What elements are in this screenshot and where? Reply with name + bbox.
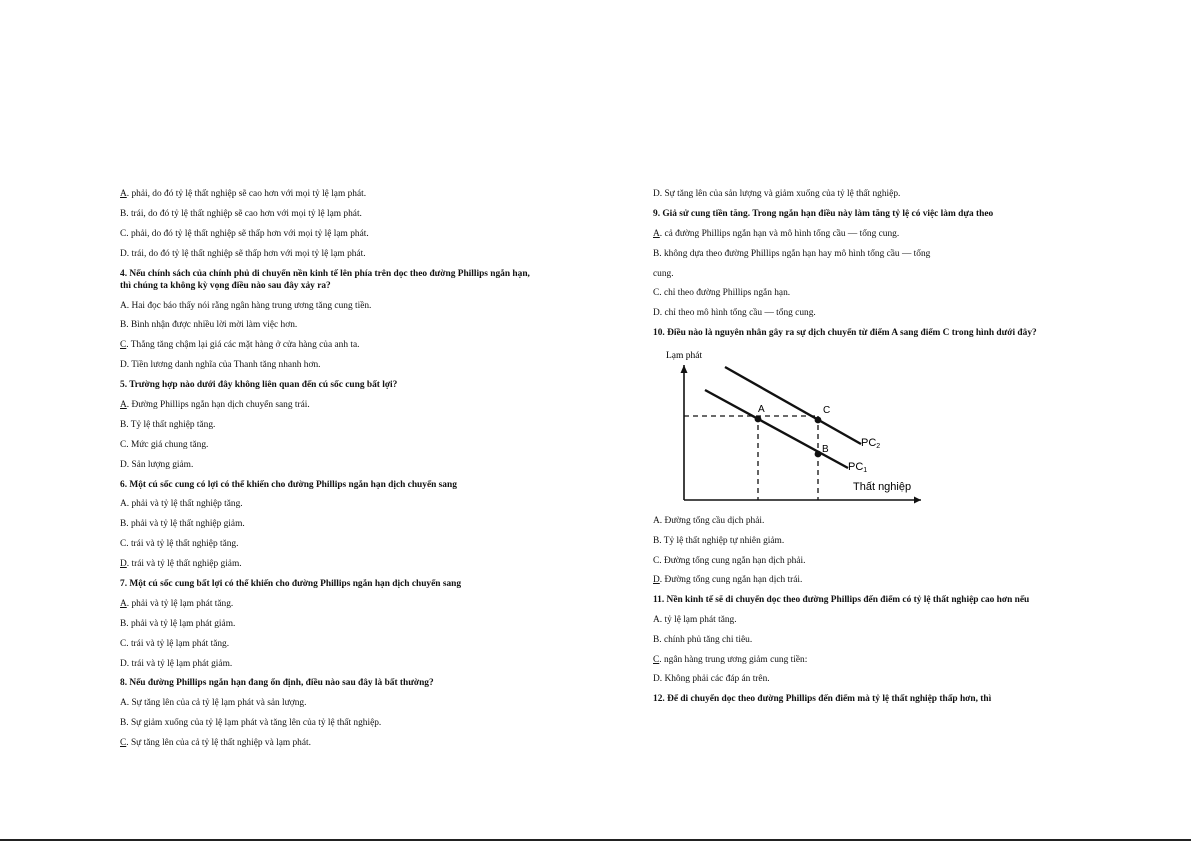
x-axis-arrow bbox=[914, 496, 921, 503]
answer-option: B. Tỷ lệ thất nghiệp tự nhiên giảm. bbox=[653, 535, 785, 546]
question-text: 6. Một cú sốc cung có lợi có thể khiến cho đường Phillips ngắn hạn dịch chuyển sang bbox=[120, 479, 457, 490]
answer-option-marked bbox=[120, 336, 540, 356]
answer-option: B. phải và tỷ lệ lạm phát giảm. bbox=[120, 618, 236, 629]
answer-letter: C bbox=[120, 340, 127, 351]
answer-letter: C bbox=[120, 738, 127, 749]
answer-letter: A bbox=[120, 189, 127, 199]
answer-option: A. tỷ lệ lạm phát tăng. bbox=[653, 614, 737, 625]
answer-option: D. trái, do đó tỷ lệ thất nghiệp sẽ thấp hơn với mọi tỷ lệ lạm phát. bbox=[120, 248, 366, 259]
answer-option: A. Đường tổng cầu dịch phải. bbox=[653, 515, 765, 526]
answer-text: . phải, do đó tỷ lệ thất nghiệp sẽ cao hơn với mọi tỷ lệ lạm phát. bbox=[126, 189, 367, 199]
answer-text: . cả đường Phillips ngắn hạn và mô hình tổng cầu — tổng cung. bbox=[659, 228, 900, 239]
answer-option: B. phải và tỷ lệ thất nghiệp giảm. bbox=[120, 519, 245, 530]
question-text: 12. Để di chuyển dọc theo đường Phillips đến điểm mà tỷ lệ thất nghiệp thấp hơn, thì bbox=[653, 694, 992, 705]
answer-text: . Thắng tăng chậm lại giá các mặt hàng ở cửa hàng của anh ta. bbox=[126, 340, 360, 351]
answer-option: D. Sự tăng lên của sản lượng và giảm xuống của tỷ lệ thất nghiệp. bbox=[653, 189, 901, 199]
answer-option-marked bbox=[653, 651, 1073, 671]
answer-option: C. trái và tỷ lệ lạm phát tăng. bbox=[120, 638, 230, 649]
question-text: 10. Điều nào là nguyên nhân gây ra sự dịch chuyển từ điểm A sang điểm C trong hình dưới đây? bbox=[653, 328, 1037, 339]
y-axis-arrow bbox=[681, 365, 688, 373]
answer-letter: D bbox=[120, 559, 127, 570]
right-column-top bbox=[653, 185, 1073, 344]
answer-letter: D bbox=[653, 575, 660, 586]
right-column-bottom bbox=[653, 512, 1073, 711]
answer-text: . Đường tổng cung ngắn hạn dịch trái. bbox=[659, 575, 803, 586]
pc1-curve bbox=[705, 390, 848, 468]
phillips-curve-diagram bbox=[653, 350, 923, 510]
answer-option: B. chính phủ tăng chi tiêu. bbox=[653, 634, 753, 645]
answer-option-marked bbox=[120, 396, 540, 416]
point-b-label: B bbox=[822, 443, 829, 455]
phillips-curve-figure bbox=[653, 350, 923, 510]
x-axis-label: Thất nghiệp bbox=[853, 480, 912, 493]
answer-text: . Sự tăng lên của cả tỷ lệ thất nghiệp và lạm phát. bbox=[126, 738, 311, 749]
answer-option: cung. bbox=[653, 268, 674, 279]
answer-option-marked bbox=[120, 555, 540, 575]
answer-option-marked bbox=[120, 595, 540, 615]
question-text: 11. Nền kinh tế sẽ di chuyển dọc theo đường Phillips đến điểm có tỷ lệ thất nghiệp cao hơn nếu bbox=[653, 595, 1030, 606]
answer-option: D. Sản lượng giảm. bbox=[120, 459, 194, 470]
question-text: 7. Một cú sốc cung bất lợi có thể khiến cho đường Phillips ngắn hạn dịch chuyển sang bbox=[120, 579, 462, 590]
answer-option: A. Hai đọc báo thấy nói rằng ngân hàng trung ương tăng cung tiền. bbox=[120, 300, 372, 311]
answer-option: B. Bình nhận được nhiều lời mời làm việc hơn. bbox=[120, 320, 298, 331]
question-text: 4. Nếu chính sách của chính phủ di chuyển nền kinh tế lên phía trên dọc theo đường Phillips ngắn hạn, thì chúng ta không kỳ vọng điều nào sau đây xảy ra? bbox=[120, 268, 530, 292]
answer-option: C. trái và tỷ lệ thất nghiệp tăng. bbox=[120, 539, 239, 550]
answer-option: C. Đường tổng cung ngắn hạn dịch phải. bbox=[653, 555, 806, 566]
answer-option: C. phải, do đó tỷ lệ thất nghiệp sẽ thấp hơn với mọi tỷ lệ lạm phát. bbox=[120, 228, 369, 239]
pc2-label: PC2 bbox=[861, 436, 881, 450]
answer-text: . ngân hàng trung ương giảm cung tiền: bbox=[659, 654, 808, 665]
answer-text: . trái và tỷ lệ thất nghiệp giảm. bbox=[126, 559, 242, 570]
answer-option: B. không dựa theo đường Phillips ngắn hạn hay mô hình tổng cầu — tổng bbox=[653, 248, 931, 259]
answer-option: D. chỉ theo mô hình tổng cầu — tổng cung. bbox=[653, 308, 816, 319]
question-text: 9. Giả sử cung tiền tăng. Trong ngắn hạn điều này làm tăng tỷ lệ có việc làm dựa theo bbox=[653, 208, 994, 219]
answer-option-marked bbox=[120, 734, 540, 754]
answer-option: D. Không phải các đáp án trên. bbox=[653, 674, 770, 685]
answer-letter: A bbox=[120, 400, 127, 411]
answer-option: D. Tiền lương danh nghĩa của Thanh tăng nhanh hơn. bbox=[120, 360, 321, 371]
question-text: 5. Trường hợp nào dưới đây không liên quan đến cú sốc cung bất lợi? bbox=[120, 380, 398, 391]
answer-option: B. Sự giảm xuống của tỷ lệ lạm phát và tăng lên của tỷ lệ thất nghiệp. bbox=[120, 718, 382, 729]
answer-option: A. Sự tăng lên của cả tỷ lệ lạm phát và sản lượng. bbox=[120, 698, 307, 709]
left-column bbox=[120, 185, 540, 754]
point-a-marker bbox=[755, 415, 762, 422]
answer-option: B. trái, do đó tỷ lệ thất nghiệp sẽ cao hơn với mọi tỷ lệ lạm phát. bbox=[120, 208, 362, 219]
answer-option: C. Mức giá chung tăng. bbox=[120, 439, 209, 450]
answer-option: A. phải và tỷ lệ thất nghiệp tăng. bbox=[120, 499, 243, 510]
pc2-curve bbox=[725, 367, 861, 444]
answer-option-marked bbox=[653, 571, 1073, 591]
question-text: 8. Nếu đường Phillips ngắn hạn đang ổn định, điều nào sau đây là bất thường? bbox=[120, 678, 434, 689]
answer-option-marked bbox=[120, 185, 540, 205]
answer-letter: A bbox=[120, 598, 127, 609]
pc1-label: PC1 bbox=[848, 460, 868, 474]
answer-option: C. chỉ theo đường Phillips ngắn hạn. bbox=[653, 288, 791, 299]
answer-option: B. Tỷ lệ thất nghiệp tăng. bbox=[120, 419, 216, 430]
answer-option-marked bbox=[653, 225, 1073, 245]
answer-letter: A bbox=[653, 228, 660, 239]
point-c-marker bbox=[815, 416, 822, 423]
answer-text: . Đường Phillips ngắn hạn dịch chuyển sang trái. bbox=[126, 400, 310, 411]
y-axis-label: Lạm phát bbox=[666, 350, 703, 361]
point-b-marker bbox=[815, 450, 822, 457]
point-c-label: C bbox=[823, 404, 831, 416]
answer-text: . phải và tỷ lệ lạm phát tăng. bbox=[126, 598, 234, 609]
right-column bbox=[653, 185, 1073, 710]
answer-option: D. trái và tỷ lệ lạm phát giảm. bbox=[120, 658, 233, 669]
point-a-label: A bbox=[758, 403, 765, 415]
answer-letter: C bbox=[653, 654, 660, 665]
